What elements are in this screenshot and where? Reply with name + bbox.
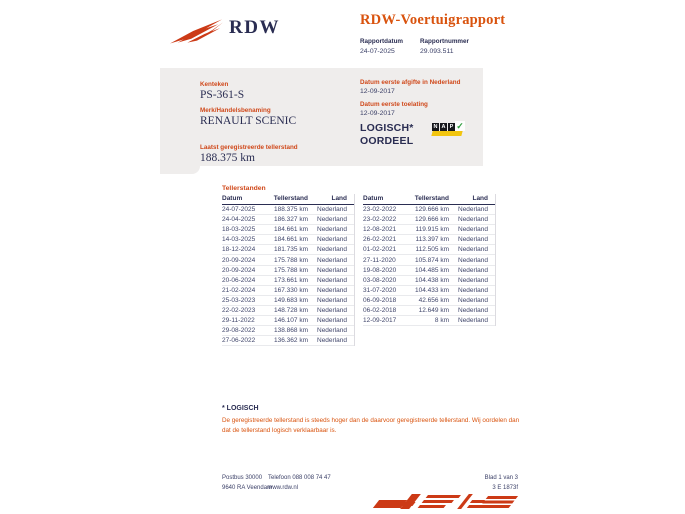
- table-cell: Nederland: [317, 296, 347, 304]
- table-row: [363, 225, 495, 235]
- table-cell: 12-08-2021: [363, 226, 397, 234]
- table-row: [363, 306, 495, 316]
- table-body: [363, 205, 495, 326]
- table-cell: 18-03-2025: [222, 226, 256, 234]
- table-cell: 20-09-2024: [222, 266, 256, 274]
- table-cell: 12-09-2017: [363, 317, 397, 325]
- tellerstanden-table-right: [363, 194, 496, 326]
- report-date: [360, 38, 403, 55]
- report-date-value: 24-07-2025: [360, 48, 395, 55]
- merk-label: Merk/Handelsbenaming: [200, 107, 271, 114]
- table-cell: 31-07-2020: [363, 286, 397, 294]
- table-row: [363, 316, 495, 326]
- table-cell: 112.505 km: [415, 246, 449, 254]
- table-cell: Nederland: [317, 256, 347, 264]
- table-cell: 113.397 km: [415, 236, 449, 244]
- table-cell: 29-11-2022: [222, 317, 255, 325]
- report-number-value: 29.093.511: [420, 48, 454, 55]
- table-row: [363, 245, 495, 255]
- table-row: [363, 296, 495, 306]
- table-cell: 181.735 km: [274, 246, 308, 254]
- tellerstanden-table-left: [222, 194, 355, 346]
- table-row: [222, 276, 354, 286]
- table-cell: 06-09-2018: [363, 296, 397, 304]
- table-cell: Nederland: [317, 317, 347, 325]
- table-cell: 148.728 km: [274, 306, 308, 314]
- table-cell: 12.649 km: [418, 306, 449, 314]
- table-cell: Nederland: [458, 216, 488, 224]
- table-cell: Nederland: [317, 266, 347, 274]
- footer-website: www.rdw.nl: [268, 484, 299, 491]
- report-number-label: Rapportnummer: [420, 38, 469, 45]
- table-cell: 175.788 km: [274, 266, 308, 274]
- table-cell: 146.107 km: [274, 317, 308, 325]
- table-cell: Nederland: [458, 236, 488, 244]
- stripe-shape: [396, 502, 415, 506]
- table-row: [363, 286, 495, 296]
- nap-logo: [431, 121, 467, 140]
- table-cell: 129.666 km: [415, 206, 449, 214]
- table-cell: 119.915 km: [415, 226, 449, 234]
- report-date-label: Rapportdatum: [360, 38, 404, 45]
- table-row: [222, 296, 354, 306]
- table-cell: Nederland: [458, 286, 488, 294]
- laatste-tellerstand-label: Laatst geregistreerde tellerstand: [200, 144, 298, 151]
- table-cell: 104.485 km: [415, 266, 449, 274]
- table-cell: 03-08-2020: [363, 276, 397, 284]
- table-cell: Nederland: [317, 246, 347, 254]
- table-cell: 188.375 km: [274, 206, 308, 214]
- table-cell: 24-07-2025: [222, 206, 256, 214]
- footnote-line2: dat de tellerstand logisch verklaarbaar is.: [222, 427, 337, 434]
- table-cell: 24-04-2025: [222, 216, 256, 224]
- table-cell: Nederland: [458, 246, 488, 254]
- table-cell: 27-06-2022: [222, 337, 256, 345]
- table-cell: 42.656 km: [418, 296, 449, 304]
- table-cell: Nederland: [317, 206, 347, 214]
- table-cell: Nederland: [317, 327, 347, 335]
- column-header-datum: Datum: [363, 195, 384, 202]
- table-cell: Nederland: [317, 337, 347, 345]
- table-row: [222, 286, 354, 296]
- tellerstanden-title: Tellerstanden: [222, 185, 266, 192]
- laatste-tellerstand-value: 188.375 km: [200, 152, 255, 164]
- rdw-logo-swoosh-icon: [170, 16, 224, 51]
- table-cell: 138.868 km: [274, 327, 308, 335]
- kenteken-value: PS-361-S: [200, 89, 245, 101]
- table-cell: Nederland: [317, 276, 347, 284]
- table-cell: Nederland: [458, 306, 488, 314]
- table-cell: 149.683 km: [274, 296, 308, 304]
- table-cell: 21-02-2024: [222, 286, 256, 294]
- table-row: [363, 266, 495, 276]
- table-row: [222, 306, 354, 316]
- speed-stripes-graphic: [370, 492, 515, 512]
- kenteken-label: Kenteken: [200, 81, 229, 88]
- table-header: [222, 194, 354, 205]
- table-cell: 27-11-2020: [363, 256, 396, 264]
- table-row: [222, 235, 354, 245]
- table-cell: Nederland: [317, 236, 347, 244]
- table-cell: Nederland: [458, 296, 488, 304]
- table-row: [222, 205, 354, 215]
- table-row: [222, 266, 354, 276]
- eerste-afgifte-value: 12-09-2017: [360, 88, 395, 95]
- footnote-line1: De geregistreerde tellerstand is steeds hoger dan de daarvoor geregistreerde tellerstand. Wij oordelen dan: [222, 417, 520, 424]
- table-row: [363, 205, 495, 215]
- table-cell: Nederland: [317, 216, 347, 224]
- table-row: [363, 276, 495, 286]
- report-number: [420, 38, 469, 55]
- table-cell: 167.330 km: [274, 286, 308, 294]
- table-cell: Nederland: [458, 226, 488, 234]
- merk-value: RENAULT SCENIC: [200, 115, 297, 127]
- footer-page-info: [430, 474, 518, 493]
- column-header-tellerstand: Tellerstand: [414, 195, 449, 202]
- table-cell: 186.327 km: [274, 216, 308, 224]
- summary-box-tab: [160, 166, 200, 174]
- table-cell: Nederland: [458, 266, 488, 274]
- column-header-datum: Datum: [222, 195, 243, 202]
- table-row: [222, 336, 354, 346]
- table-cell: 23-02-2022: [363, 216, 397, 224]
- table-row: [363, 215, 495, 225]
- table-cell: Nederland: [458, 317, 488, 325]
- page-title: RDW-Voertuigrapport: [360, 12, 506, 28]
- table-header: [363, 194, 495, 205]
- stripe-shape: [418, 505, 446, 508]
- footer-doc-code: 3 E 1873f: [492, 484, 518, 491]
- table-cell: Nederland: [317, 226, 347, 234]
- column-header-tellerstand: Tellerstand: [273, 195, 308, 202]
- stripe-shape: [422, 500, 454, 503]
- nap-letter-a: A: [441, 124, 446, 130]
- table-cell: 20-09-2024: [222, 256, 256, 264]
- footnote-title: * LOGISCH: [222, 405, 259, 412]
- oordeel-line2: OORDEEL: [360, 135, 414, 147]
- table-cell: Nederland: [458, 256, 488, 264]
- footer-city: 9640 RA Veendam: [222, 484, 273, 491]
- oordeel-line1: LOGISCH*: [360, 122, 414, 134]
- table-cell: 104.433 km: [415, 286, 449, 294]
- footer-address: [222, 474, 272, 493]
- table-row: [222, 316, 354, 326]
- footnote-text: [222, 416, 532, 436]
- eerste-toelating-value: 12-09-2017: [360, 110, 395, 117]
- table-row: [222, 326, 354, 336]
- table-cell: 01-02-2021: [363, 246, 397, 254]
- footer-page-number: Blad 1 van 3: [484, 475, 518, 481]
- table-cell: 20-06-2024: [222, 276, 256, 284]
- table-row: [222, 225, 354, 235]
- table-cell: 175.788 km: [274, 256, 308, 264]
- table-row: [222, 215, 354, 225]
- table-cell: 184.661 km: [274, 236, 308, 244]
- stripe-shape: [478, 496, 518, 509]
- table-cell: Nederland: [317, 286, 347, 294]
- table-cell: 136.362 km: [274, 337, 308, 345]
- table-cell: 129.666 km: [415, 216, 449, 224]
- nap-letter-n: N: [433, 124, 438, 130]
- table-cell: 105.874 km: [415, 256, 449, 264]
- table-cell: 25-03-2023: [222, 296, 256, 304]
- column-header-land: Land: [331, 195, 347, 202]
- eerste-toelating-label: Datum eerste toelating: [360, 101, 428, 108]
- footer-postbus: Postbus 30000: [222, 475, 263, 481]
- table-cell: Nederland: [317, 306, 347, 314]
- table-row: [363, 235, 495, 245]
- nap-yellow-bar: [431, 131, 462, 136]
- table-cell: 19-08-2020: [363, 266, 397, 274]
- footer-phone: Telefoon 088 008 74 47: [268, 475, 331, 481]
- footer-contact: [268, 474, 331, 493]
- table-cell: 29-08-2022: [222, 327, 256, 335]
- table-cell: 18-12-2024: [222, 246, 256, 254]
- table-row: [222, 255, 354, 265]
- table-cell: 06-02-2018: [363, 306, 397, 314]
- table-row: [363, 255, 495, 265]
- table-cell: 26-02-2021: [363, 236, 397, 244]
- nap-checkmark-icon: ✓: [456, 121, 464, 131]
- table-cell: Nederland: [458, 206, 488, 214]
- nap-letter-p: P: [449, 124, 454, 130]
- table-cell: 173.661 km: [274, 276, 308, 284]
- eerste-afgifte-label: Datum eerste afgifte in Nederland: [360, 79, 461, 86]
- table-row: [222, 245, 354, 255]
- table-body: [222, 205, 354, 346]
- stripe-shape: [426, 495, 461, 498]
- table-cell: Nederland: [458, 276, 488, 284]
- oordeel-verdict: [360, 122, 414, 148]
- rdw-logo-wordmark: RDW: [229, 17, 280, 38]
- table-cell: 23-02-2022: [363, 206, 397, 214]
- table-cell: 22-02-2023: [222, 306, 256, 314]
- column-header-land: Land: [472, 195, 488, 202]
- rdw-logo: [170, 16, 280, 51]
- table-cell: 8 km: [434, 317, 449, 325]
- table-cell: 14-03-2025: [222, 236, 256, 244]
- table-cell: 184.661 km: [274, 226, 308, 234]
- table-cell: 104.438 km: [415, 276, 449, 284]
